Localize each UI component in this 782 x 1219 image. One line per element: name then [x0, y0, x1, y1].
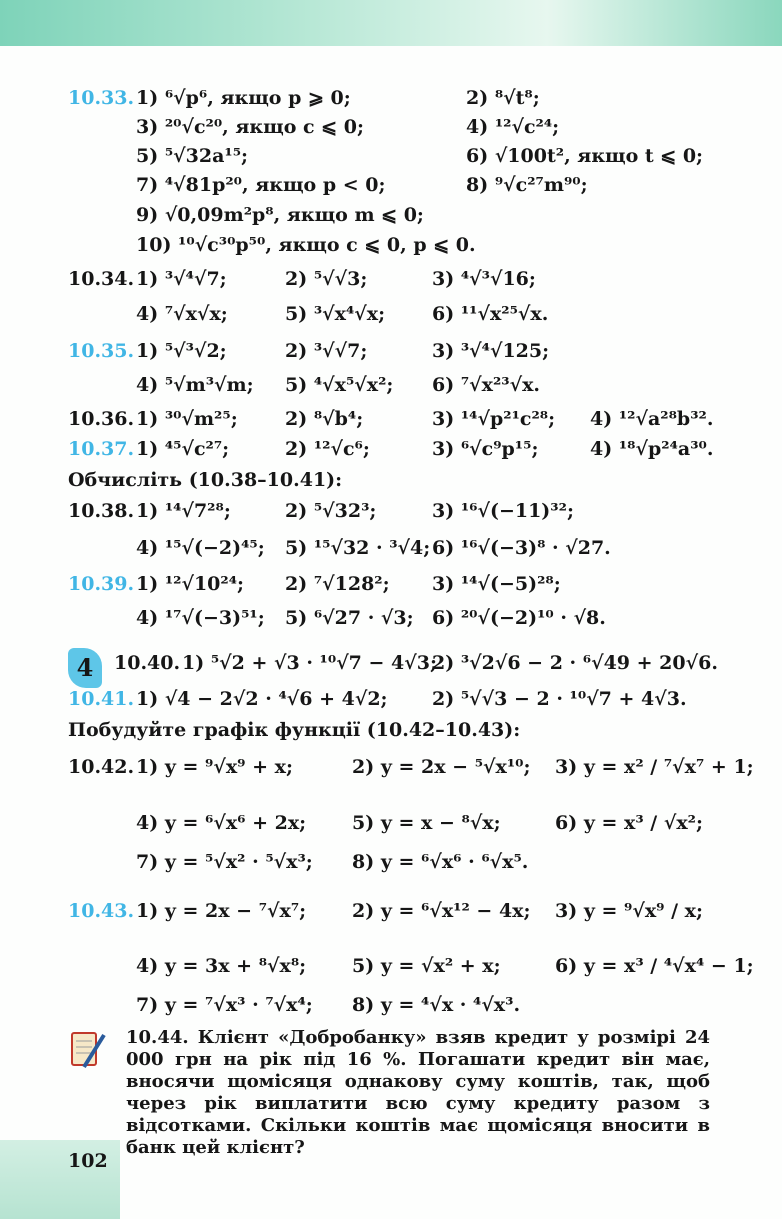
- exercise-item: 2) ⁵√32³;: [285, 500, 377, 522]
- exercise-item: 6) y = x³ / ⁴√x⁴ − 1;: [555, 955, 754, 977]
- section-badge: 4: [68, 648, 102, 688]
- exercise-item: 4) ¹⁸√p²⁴a³⁰.: [590, 438, 714, 460]
- exercise-item: 6) y = x³ / √x²;: [555, 812, 703, 834]
- exercise-item: 2) ⁸√b⁴;: [285, 408, 364, 430]
- exercise-item: 6) √100t², якщо t ⩽ 0;: [466, 145, 704, 167]
- exercise-item: 3) y = x² / ⁷√x⁷ + 1;: [555, 756, 754, 778]
- problem-10-44: [68, 1027, 710, 1159]
- exercise-item: 2) y = 2x − ⁵√x¹⁰;: [352, 756, 531, 778]
- exercise-item: 2) ³√2√6 − 2 · ⁶√49 + 20√6.: [432, 652, 718, 674]
- exercise-item: Обчисліть (10.38–10.41):: [68, 469, 343, 491]
- exercise-item: 4) ⁷√x√x;: [136, 303, 228, 325]
- page-number: 102: [68, 1150, 108, 1172]
- exercise-item: 1) ³⁰√m²⁵;: [136, 408, 238, 430]
- exercise-item: 2) ⁵√√3 − 2 · ¹⁰√7 + 4√3.: [432, 688, 687, 710]
- exercise-item: 5) ⁶√27 · √3;: [285, 607, 414, 629]
- exercise-item: 1) ³√⁴√7;: [136, 268, 227, 290]
- exercise-item: 8) ⁹√c²⁷m⁹⁰;: [466, 174, 588, 196]
- exercise-item: 9) √0,09m²p⁸, якщо m ⩽ 0;: [136, 204, 424, 226]
- exercise-item: 1) ¹⁴√7²⁸;: [136, 500, 231, 522]
- exercise-item: 3) ²⁰√c²⁰, якщо c ⩽ 0;: [136, 116, 364, 138]
- exercise-number: 10.42.: [68, 756, 135, 778]
- exercise-item: 1) y = ⁹√x⁹ + x;: [136, 756, 293, 778]
- exercise-item: 2) ⁷√128²;: [285, 573, 390, 595]
- exercise-item: 3) ¹⁴√p²¹c²⁸;: [432, 408, 556, 430]
- exercise-item: 6) ¹¹√x²⁵√x.: [432, 303, 549, 325]
- exercise-item: 3) ⁶√c⁹p¹⁵;: [432, 438, 539, 460]
- exercise-item: 3) ⁴√³√16;: [432, 268, 536, 290]
- exercise-item: 4) ¹²√c²⁴;: [466, 116, 560, 138]
- exercise-item: 1) ¹²√10²⁴;: [136, 573, 245, 595]
- exercise-item: 4) ⁵√m³√m;: [136, 374, 254, 396]
- exercise-item: 4) ¹²√a²⁸b³².: [590, 408, 714, 430]
- exercise-item: 6) ¹⁶√(−3)⁸ · √27.: [432, 537, 611, 559]
- exercise-number: 10.43.: [68, 900, 135, 922]
- exercise-item: 2) ³√√7;: [285, 340, 368, 362]
- exercise-item: 4) ¹⁷√(−3)⁵¹;: [136, 607, 265, 629]
- top-decorative-band: [0, 0, 782, 46]
- exercise-item: 1) ⁶√p⁶, якщо p ⩾ 0;: [136, 87, 351, 109]
- exercise-number: 10.40.: [114, 652, 181, 674]
- exercise-item: 6) ⁷√x²³√x.: [432, 374, 541, 396]
- exercise-item: 10) ¹⁰√c³⁰p⁵⁰, якщо c ⩽ 0, p ⩽ 0.: [136, 234, 476, 256]
- exercise-item: 4) y = 3x + ⁸√x⁸;: [136, 955, 307, 977]
- exercise-number: 10.34.: [68, 268, 135, 290]
- exercise-item: 5) ¹⁵√32 · ³√4;: [285, 537, 431, 559]
- exercise-item: 5) ⁵√32a¹⁵;: [136, 145, 249, 167]
- exercise-item: 2) ¹²√c⁶;: [285, 438, 370, 460]
- exercise-item: 3) ¹⁴√(−5)²⁸;: [432, 573, 561, 595]
- exercise-item: Побудуйте графік функції (10.42–10.43):: [68, 719, 521, 741]
- exercise-number: 10.36.: [68, 408, 135, 430]
- exercise-item: 2) y = ⁶√x¹² − 4x;: [352, 900, 531, 922]
- exercise-item: 5) ³√x⁴√x;: [285, 303, 386, 325]
- exercise-number: 10.39.: [68, 573, 135, 595]
- problem-text: Клієнт «Добробанку» взяв кредит у розмірі 24 000 грн на рік під 16 %. Погашати кредит він має, вносячи щомісяця однакову суму коштів, так, щоб через рік виплатити всю суму кредиту разом з відсотками. Скільки коштів має щомісяця вносити в банк цей клієнт?: [126, 1027, 710, 1158]
- exercise-number: 10.41.: [68, 688, 135, 710]
- exercise-item: 3) ³√⁴√125;: [432, 340, 550, 362]
- exercise-number: 10.35.: [68, 340, 135, 362]
- exercise-item: 8) y = ⁴√x · ⁴√x³.: [352, 994, 521, 1016]
- problem-number: 10.44.: [126, 1027, 189, 1048]
- exercise-item: 5) y = √x² + x;: [352, 955, 501, 977]
- exercise-item: 7) ⁴√81p²⁰, якщо p < 0;: [136, 174, 386, 196]
- exercise-item: 7) y = ⁵√x² · ⁵√x³;: [136, 851, 313, 873]
- exercise-number: 10.38.: [68, 500, 135, 522]
- exercise-item: 1) y = 2x − ⁷√x⁷;: [136, 900, 307, 922]
- exercise-item: 1) ⁵√2 + √3 · ¹⁰√7 − 4√3;: [182, 652, 437, 674]
- exercise-item: 5) y = x − ⁸√x;: [352, 812, 501, 834]
- exercise-item: 4) y = ⁶√x⁶ + 2x;: [136, 812, 307, 834]
- exercise-item: 1) √4 − 2√2 · ⁴√6 + 4√2;: [136, 688, 388, 710]
- exercise-number: 10.33.: [68, 87, 135, 109]
- exercise-item: 3) y = ⁹√x⁹ / x;: [555, 900, 703, 922]
- exercise-number: 10.37.: [68, 438, 135, 460]
- exercise-item: 1) ⁵√³√2;: [136, 340, 227, 362]
- exercise-item: 4) ¹⁵√(−2)⁴⁵;: [136, 537, 265, 559]
- exercise-item: 6) ²⁰√(−2)¹⁰ · √8.: [432, 607, 606, 629]
- exercise-item: 3) ¹⁶√(−11)³²;: [432, 500, 574, 522]
- exercise-item: 8) y = ⁶√x⁶ · ⁶√x⁵.: [352, 851, 529, 873]
- exercise-item: 2) ⁵√√3;: [285, 268, 368, 290]
- exercise-item: 2) ⁸√t⁸;: [466, 87, 540, 109]
- exercise-item: 1) ⁴⁵√c²⁷;: [136, 438, 230, 460]
- exercise-item: 5) ⁴√x⁵√x²;: [285, 374, 394, 396]
- exercise-item: 7) y = ⁷√x³ · ⁷√x⁴;: [136, 994, 313, 1016]
